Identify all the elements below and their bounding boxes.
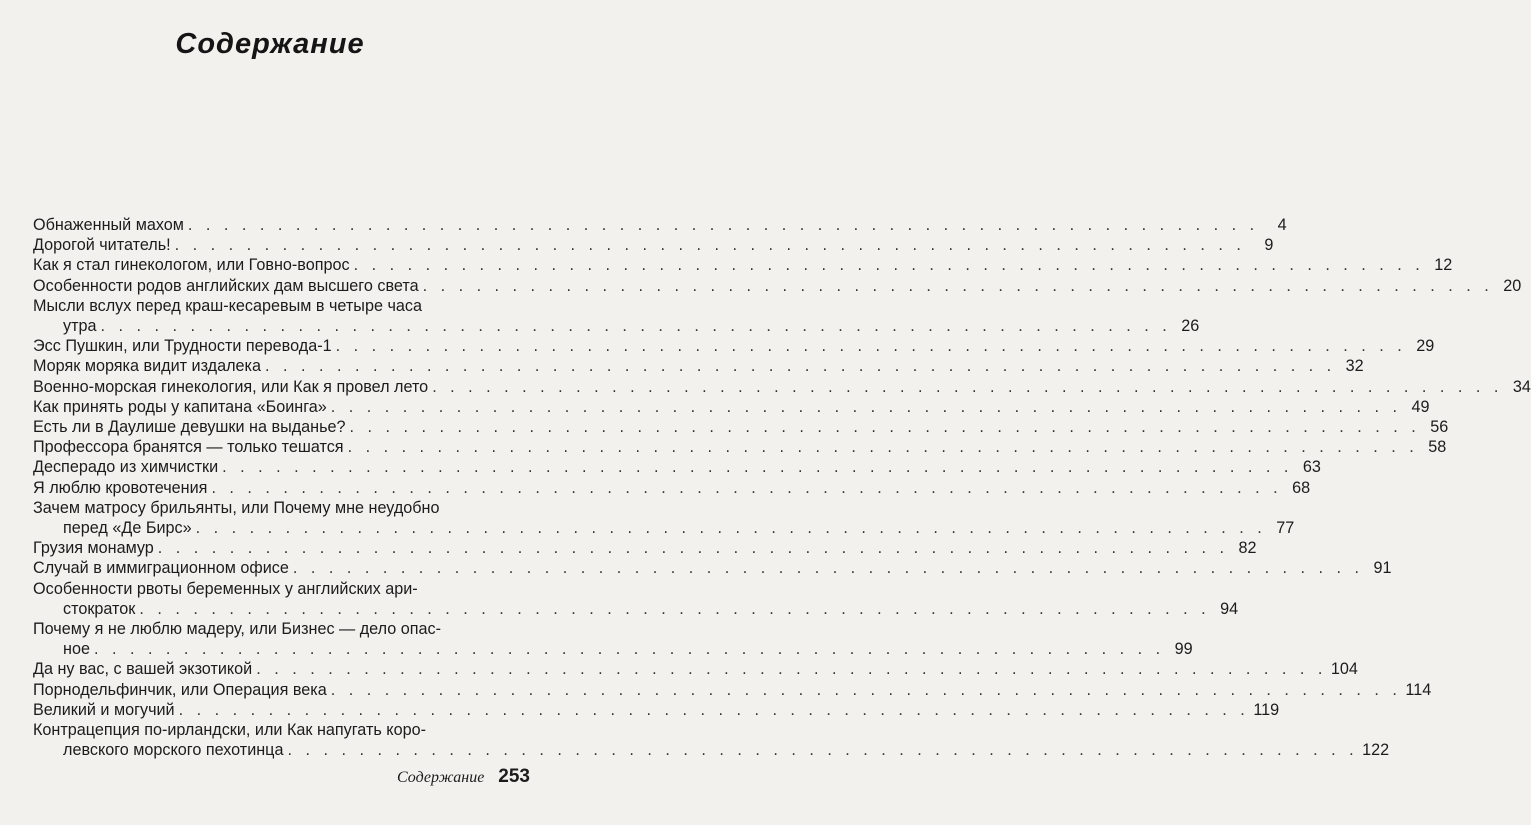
toc-entry-line	[33, 538, 1257, 558]
toc-entry-line	[33, 599, 1239, 619]
toc-entry[interactable]	[33, 296, 1200, 336]
toc-entry[interactable]	[33, 417, 1449, 437]
dot-leader: . . . . . . . . . . . . . . . . . . . . . . . . . . . . . . . . . . . . . . . . . . . . . . . . . . . . . . . . . . . .	[174, 236, 1246, 255]
toc-entry-title: Великий и могучий	[33, 700, 175, 719]
toc-entry-title: Зачем матросу брильянты, или Почему мне неудобно	[33, 498, 440, 517]
toc-entry[interactable]	[33, 478, 1311, 498]
toc-entry-line	[33, 235, 1274, 255]
toc-entry-title: Контрацепция по-ирландски, или Как напугать коро-	[33, 721, 426, 740]
toc-page-number: 49	[1411, 397, 1430, 416]
toc-entry-line	[33, 437, 1447, 457]
toc-entry[interactable]	[33, 659, 1358, 679]
toc-entry-title: Дорогой читатель!	[33, 236, 171, 255]
toc-entry[interactable]	[33, 377, 1531, 397]
toc-page-number: 68	[1292, 478, 1311, 497]
dot-leader: . . . . . . . . . . . . . . . . . . . . . . . . . . . . . . . . . . . . . . . . . . . . . . . . . . . . . . . . . . . .	[157, 539, 1229, 558]
toc-entry-title: перед «Де Бирс»	[63, 519, 192, 538]
dot-leader: . . . . . . . . . . . . . . . . . . . . . . . . . . . . . . . . . . . . . . . . . . . . . . . . . . . . . . . . . . . .	[222, 458, 1293, 477]
toc-entry-title: ное	[63, 640, 90, 659]
toc-entry-line	[33, 680, 1432, 700]
toc-entry-title: Есть ли в Даулише девушки на выданье?	[33, 418, 346, 437]
toc-page-number: 58	[1428, 438, 1447, 457]
toc-page-number: 122	[1362, 741, 1390, 760]
toc-entry-line	[33, 700, 1280, 720]
toc-entry-line	[33, 316, 1200, 336]
dot-leader: . . . . . . . . . . . . . . . . . . . . . . . . . . . . . . . . . . . . . . . . . . . . . . . . . . . . . . . . . . . .	[347, 438, 1419, 457]
toc-entry-line	[33, 417, 1449, 437]
table-of-contents	[33, 215, 1531, 760]
toc-entry-line	[33, 720, 533, 740]
toc-entry[interactable]	[33, 457, 1321, 477]
toc-entry-line	[33, 659, 1358, 679]
toc-entry-title: Случай в иммиграционном офисе	[33, 559, 289, 578]
dot-leader: . . . . . . . . . . . . . . . . . . . . . . . . . . . . . . . . . . . . . . . . . . . . . . . . . . . . . . . . . . . .	[211, 478, 1283, 497]
toc-page-number: 77	[1276, 519, 1295, 538]
toc-entry-title: стократок	[63, 599, 136, 618]
toc-entry-line	[33, 276, 1522, 296]
running-title: Содержание	[397, 769, 485, 786]
toc-entry-title: Мысли вслух перед краш-кесаревым в четыре часа	[33, 296, 422, 315]
toc-page-number: 26	[1181, 317, 1200, 336]
toc-page-number: 34	[1512, 377, 1531, 396]
toc-entry[interactable]	[33, 437, 1447, 457]
toc-entry-title: Как я стал гинекологом, или Говно-вопрос	[33, 256, 350, 275]
toc-page-number: 9	[1264, 236, 1274, 255]
toc-page-number: 32	[1345, 357, 1364, 376]
toc-entry[interactable]	[33, 680, 1432, 700]
toc-entry[interactable]	[33, 619, 1193, 659]
toc-page-number: 91	[1373, 559, 1392, 578]
toc-entry-title: Порнодельфинчик, или Операция века	[33, 680, 327, 699]
dot-leader: . . . . . . . . . . . . . . . . . . . . . . . . . . . . . . . . . . . . . . . . . . . . . . . . . . . . . . . . . . . .	[353, 256, 1425, 275]
dot-leader: . . . . . . . . . . . . . . . . . . . . . . . . . . . . . . . . . . . . . . . . . . . . . . . . . . . . . . . . . . . .	[93, 640, 1165, 659]
toc-page-number: 20	[1503, 276, 1522, 295]
dot-leader: . . . . . . . . . . . . . . . . . . . . . . . . . . . . . . . . . . . . . . . . . . . . . . . . . . . . . . . . . . . .	[178, 700, 1250, 719]
dot-leader: . . . . . . . . . . . . . . . . . . . . . . . . . . . . . . . . . . . . . . . . . . . . . . . . . . . . . . . . . . . .	[330, 397, 1402, 416]
toc-page-number: 104	[1330, 660, 1358, 679]
toc-entry-line	[33, 215, 1287, 235]
toc-page-number: 56	[1430, 418, 1449, 437]
toc-entry-title: Почему я не люблю мадеру, или Бизнес — дело опас-	[33, 620, 442, 639]
page-footer	[397, 766, 530, 788]
toc-page-number: 63	[1302, 458, 1321, 477]
dot-leader: . . . . . . . . . . . . . . . . . . . . . . . . . . . . . . . . . . . . . . . . . . . . . . . . . . . . . . . . . . . .	[335, 337, 1407, 356]
toc-page-number: 94	[1220, 599, 1239, 618]
toc-entry[interactable]	[33, 356, 1364, 376]
toc-entry[interactable]	[33, 720, 1390, 760]
dot-leader: . . . . . . . . . . . . . . . . . . . . . . . . . . . . . . . . . . . . . . . . . . . . . . . . . . . . . . . . . . . .	[292, 559, 1364, 578]
toc-entry[interactable]	[33, 215, 1287, 235]
toc-entry-line	[33, 478, 1311, 498]
toc-entry[interactable]	[33, 235, 1274, 255]
toc-entry-title: Особенности рвоты беременных у английских ари-	[33, 579, 418, 598]
toc-entry-line	[33, 457, 1321, 477]
toc-entry[interactable]	[33, 538, 1257, 558]
toc-entry-title: Десперадо из химчистки	[33, 458, 219, 477]
page-number: 253	[498, 766, 530, 787]
toc-entry-title: Как принять роды у капитана «Боинга»	[33, 397, 327, 416]
toc-entry-line	[33, 639, 1193, 659]
toc-entry[interactable]	[33, 397, 1430, 417]
toc-entry-title: Грузия монамур	[33, 539, 154, 558]
toc-entry-line	[33, 498, 533, 518]
dot-leader: . . . . . . . . . . . . . . . . . . . . . . . . . . . . . . . . . . . . . . . . . . . . . . . . . . . . . . . . . . . .	[422, 276, 1494, 295]
toc-entry-title: Обнаженный махом	[33, 216, 184, 234]
toc-entry-line	[33, 377, 1531, 397]
toc-entry-line	[33, 558, 1392, 578]
dot-leader: . . . . . . . . . . . . . . . . . . . . . . . . . . . . . . . . . . . . . . . . . . . . . . . . . . . . . . . . . . . .	[195, 519, 1267, 538]
toc-entry-title: Я люблю кровотечения	[33, 478, 208, 497]
dot-leader: . . . . . . . . . . . . . . . . . . . . . . . . . . . . . . . . . . . . . . . . . . . . . . . . . . . . . . . . . . . .	[287, 741, 1359, 760]
toc-entry-line	[33, 619, 533, 639]
dot-leader: . . . . . . . . . . . . . . . . . . . . . . . . . . . . . . . . . . . . . . . . . . . . . . . . . . . . . . . . . . . .	[349, 418, 1421, 437]
toc-entry-title: левского морского пехотинца	[63, 741, 284, 760]
toc-entry-line	[33, 740, 1390, 760]
show-through-text	[280, 40, 560, 220]
dot-leader: . . . . . . . . . . . . . . . . . . . . . . . . . . . . . . . . . . . . . . . . . . . . . . . . . . . . . . . . . . . .	[432, 377, 1503, 396]
dot-leader: . . . . . . . . . . . . . . . . . . . . . . . . . . . . . . . . . . . . . . . . . . . . . . . . . . . . . . . . . . . .	[100, 317, 1172, 336]
toc-entry-line	[33, 255, 1453, 275]
toc-entry[interactable]	[33, 579, 1239, 619]
toc-entry-line	[33, 579, 533, 599]
toc-entry-line	[33, 518, 1295, 538]
toc-entry-line	[33, 296, 533, 316]
toc-page-number: 12	[1434, 256, 1453, 275]
toc-entry[interactable]	[33, 255, 1453, 275]
dot-leader: . . . . . . . . . . . . . . . . . . . . . . . . . . . . . . . . . . . . . . . . . . . . . . . . . . . . . . . . . . . .	[330, 680, 1402, 699]
toc-entry-line	[33, 336, 1435, 356]
toc-page-number: 114	[1405, 680, 1432, 699]
toc-entry-title: утра	[63, 317, 97, 336]
dot-leader: . . . . . . . . . . . . . . . . . . . . . . . . . . . . . . . . . . . . . . . . . . . . . . . . . . . . . . . . . . . .	[139, 599, 1211, 618]
toc-entry-title: Профессора бранятся — только тешатся	[33, 438, 344, 457]
toc-page-number: 4	[1277, 216, 1287, 234]
toc-entry-title: Да ну вас, с вашей экзотикой	[33, 660, 253, 679]
toc-page-number: 99	[1174, 640, 1193, 659]
dot-leader: . . . . . . . . . . . . . . . . . . . . . . . . . . . . . . . . . . . . . . . . . . . . . . . . . . . . . . . . . . . .	[187, 216, 1259, 234]
toc-entry-title: Особенности родов английских дам высшего света	[33, 276, 419, 295]
toc-entry-line	[33, 356, 1364, 376]
toc-entry[interactable]	[33, 498, 1295, 538]
dot-leader: . . . . . . . . . . . . . . . . . . . . . . . . . . . . . . . . . . . . . . . . . . . . . . . . . . . . . . . . . . . .	[264, 357, 1336, 376]
toc-entry-title: Эсс Пушкин, или Трудности перевода-1	[33, 337, 332, 356]
page-title: Содержание	[175, 28, 365, 60]
toc-entry-title: Моряк моряка видит издалека	[33, 357, 261, 376]
toc-entry-title: Военно-морская гинекология, или Как я провел лето	[33, 377, 429, 396]
toc-page-number: 82	[1238, 539, 1257, 558]
toc-page-number: 119	[1253, 700, 1280, 719]
dot-leader: . . . . . . . . . . . . . . . . . . . . . . . . . . . . . . . . . . . . . . . . . . . . . . . . . . . . . . . . . . . .	[256, 660, 1327, 679]
toc-entry[interactable]	[33, 558, 1392, 578]
toc-entry[interactable]	[33, 276, 1522, 296]
toc-entry[interactable]	[33, 700, 1280, 720]
toc-page-number: 29	[1416, 337, 1435, 356]
toc-entry[interactable]	[33, 336, 1435, 356]
toc-entry-line	[33, 397, 1430, 417]
